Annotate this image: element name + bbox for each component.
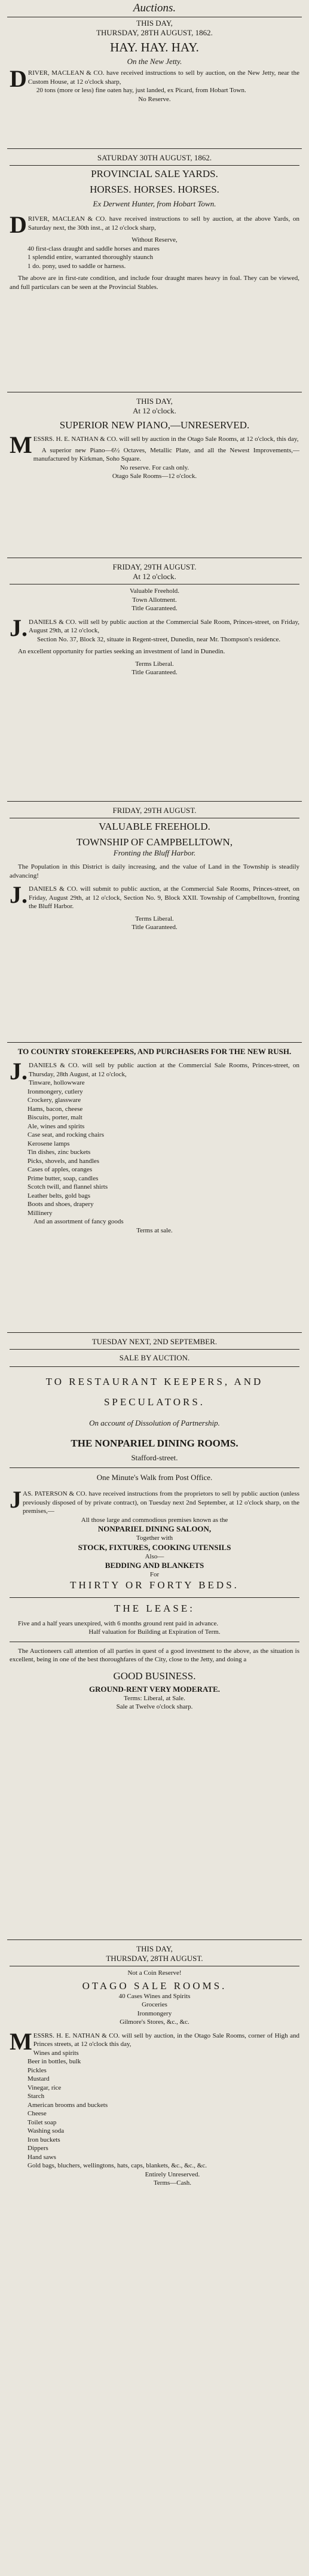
ad-hay	[7, 17, 302, 145]
list-item: Toilet soap	[27, 2118, 57, 2126]
ad-date: THIS DAY,	[136, 19, 173, 28]
ad-freehold-town	[7, 561, 302, 798]
ad-list	[10, 1079, 299, 1217]
ad-line: Also—	[145, 1552, 164, 1560]
ad-subtitle: Fronting the Bluff Harbor.	[113, 848, 196, 857]
ad-headline: OTAGO SALE ROOMS.	[82, 1980, 227, 1992]
list-item: Kerosene lamps	[27, 1140, 70, 1147]
ad-date-line: THURSDAY, 28TH AUGUST, 1862.	[96, 28, 213, 37]
ad-body: MESSRS. H. E. NATHAN & CO. will sell by auction, in the Otago Sale Rooms, corner of High and Princes streets, at 12 o'clock this day,	[10, 2027, 299, 2055]
ad-list	[10, 245, 299, 271]
ad-headline: SUPERIOR NEW PIANO,—UNRESERVED.	[59, 419, 250, 431]
ad-time: At 12 o'clock.	[133, 406, 176, 415]
ad-note: Without Reserve,	[131, 236, 178, 243]
ad-subtitle-3: One Minute's Walk from Post Office.	[96, 1473, 213, 1482]
ad-date: FRIDAY, 29TH AUGUST.	[112, 562, 197, 571]
ad-line: NONPARIEL DINING SALOON,	[97, 1524, 212, 1533]
ad-subtitle: On account of Dissolution of Partnership.	[89, 1418, 220, 1427]
list-item: Ironmongery, cutlery	[27, 1088, 83, 1095]
ad-headline: HAY. HAY. HAY.	[110, 40, 199, 54]
ad-storekeepers	[7, 1046, 302, 1329]
ad-date: SATURDAY 30TH AUGUST, 1862.	[97, 153, 212, 162]
ad-body-2: And an assortment of fancy goods	[33, 1218, 124, 1225]
ad-tail: GROUND-RENT VERY MODERATE.	[89, 1684, 220, 1694]
ad-line: Ironmongery	[137, 2009, 172, 2017]
list-item: Tinware, hollowware	[29, 1079, 85, 1086]
ad-terms: Terms Liberal.	[135, 660, 174, 668]
list-item: Tin dishes, zinc buckets	[27, 1149, 91, 1156]
ad-subtitle-2: Stafford-street.	[131, 1453, 178, 1462]
ad-body: The Population in this District is daily increasing, and the value of Land in the Township is steadily advancing!	[10, 863, 299, 879]
ad-note: Otago Sale Rooms—12 o'clock.	[112, 473, 197, 480]
list-item: Gold bags, bluchers, wellingtons, hats, caps, blankets, &c., &c., &c.	[27, 2162, 207, 2169]
list-item: Ale, wines and spirits	[27, 1122, 85, 1130]
ad-date: TUESDAY NEXT, 2ND SEPTEMBER.	[91, 1337, 218, 1346]
ad-date: FRIDAY, 29TH AUGUST.	[112, 806, 197, 815]
ad-body: MESSRS. H. E. NATHAN & CO. will sell by auction in the Otago Sale Rooms, at 12 o'clock, this day,	[10, 431, 299, 458]
ad-headline: SALE BY AUCTION.	[119, 1353, 190, 1362]
ad-headline: TO COUNTRY STOREKEEPERS, AND PURCHASERS FOR THE NEW RUSH.	[17, 1047, 292, 1056]
ad-headline-2: HORSES. HORSES. HORSES.	[90, 184, 219, 195]
list-item: Vinegar, rice	[27, 2084, 62, 2091]
ad-subtitle: Ex Derwent Hunter, from Hobart Town.	[93, 199, 216, 208]
ad-body-3: An excellent opportunity for parties seeking an investment of land in Dunedin.	[18, 648, 225, 655]
ad-tail: Terms—Cash.	[153, 2179, 192, 2187]
ad-line: STOCK, FIXTURES, COOKING UTENSILS	[78, 1542, 231, 1552]
ad-line: All those large and commodious premises known as the	[81, 1516, 228, 1524]
list-item: American brooms and buckets	[27, 2101, 108, 2109]
ad-line: Town Allotment.	[132, 596, 177, 604]
list-item: Case seat, and rocking chairs	[27, 1131, 104, 1138]
list-item: Mustard	[27, 2075, 50, 2082]
ad-body: J.DANIELS & CO. will sell by public auction at the Commercial Sale Room, Princes-street, on Friday, August 29th, at 12 o'clock,	[10, 614, 299, 641]
ad-headline-3: THE NONPARIEL DINING ROOMS.	[71, 1438, 238, 1449]
ad-tail: GOOD BUSINESS.	[113, 1670, 196, 1682]
list-item: 1 do. pony, used to saddle or harness.	[27, 262, 126, 270]
ad-headline-2: TOWNSHIP OF CAMPBELLTOWN,	[76, 836, 233, 848]
list-item: 40 first-class draught and saddle horses and mares	[27, 245, 160, 252]
ad-line: Title Guaranteed.	[131, 605, 178, 612]
ad-terms: Terms Liberal.	[135, 915, 174, 922]
list-item: Picks, shovels, and handles	[27, 1157, 100, 1165]
ad-subtitle: Not a Coin Reserve!	[127, 1969, 182, 1977]
ad-body: JAS. PATERSON & CO. have received instructions from the proprietors to sell by public auction (unless previously disposed of by private contract), on Tuesday next 2nd September, at 12 o'clock sharp, on the premises,—	[10, 1486, 299, 1515]
ad-terms: Terms at sale.	[136, 1226, 173, 1234]
divider	[10, 1597, 299, 1598]
ad-date: THIS DAY,	[136, 397, 173, 406]
list-item: Dippers	[27, 2145, 48, 2152]
ad-campbelltown	[7, 805, 302, 1039]
divider	[10, 165, 299, 166]
ad-piano	[7, 395, 302, 555]
divider	[7, 148, 302, 149]
ad-date: THIS DAY,	[136, 1944, 173, 1953]
ad-nonpariel	[7, 1336, 302, 1936]
list-item: Starch	[27, 2093, 45, 2100]
ad-body-2: The above are in first-rate condition, and include four draught mares heavy in foal. They can be viewed, and full particulars can be seen at the Provincial Stables.	[10, 275, 299, 291]
list-item: 1 splendid entire, warranted thoroughly staunch	[27, 254, 154, 261]
ad-body: DRIVER, MACLEAN & CO. have received instructions to sell by auction, at the above Yards, on Saturday next, the 30th inst., at 12 o'clock sharp,	[10, 211, 299, 238]
ad-list	[10, 2049, 299, 2170]
divider	[10, 1366, 299, 1367]
ad-line: BEDDING AND BLANKETS	[105, 1561, 204, 1570]
section-header: Auctions.	[7, 0, 302, 17]
ad-note: No Reserve.	[138, 95, 171, 103]
ad-headline: VALUABLE FREEHOLD.	[99, 821, 210, 832]
ad-line: Groceries	[142, 2001, 167, 2008]
list-item: Scotch twill, and flannel shirts	[27, 1183, 108, 1190]
divider	[7, 1332, 302, 1333]
ad-line: Gilmore's Stores, &c., &c.	[120, 2018, 189, 2026]
ad-horses	[7, 152, 302, 389]
list-item: Beer in bottles, bulk	[27, 2058, 81, 2065]
ad-line: Together with	[136, 1534, 173, 1542]
ad-headline-2: TO RESTAURANT KEEPERS, AND SPECULATORS.	[45, 1376, 264, 1408]
ad-subtitle: On the New Jetty.	[127, 57, 182, 66]
ad-body-2: J.DANIELS & CO. will submit to public auction, at the Commercial Sale Rooms, Princes-street, on Friday, August 29th, at 12 o'clock, Section No. 9, Block XXII. Township of Campbelltown, fronting the Bluff Harbor.	[10, 881, 299, 910]
list-item: Crockery, glassware	[27, 1097, 81, 1104]
ad-headline: PROVINCIAL SALE YARDS.	[91, 168, 218, 179]
ad-tail: Terms: Liberal, at Sale.	[124, 1694, 185, 1702]
ad-date-line: THURSDAY, 28TH AUGUST.	[106, 1954, 203, 1963]
ad-body: DRIVER, MACLEAN & CO. have received instructions to sell by auction, on the New Jetty, near the Custom House, at 12 o'clock sharp,	[10, 65, 299, 92]
divider	[10, 1467, 299, 1468]
ad-time: At 12 o'clock.	[133, 572, 176, 581]
divider	[7, 1939, 302, 1940]
list-item: Biscuits, porter, malt	[27, 1114, 82, 1121]
list-item: Hams, bacon, cheese	[27, 1105, 83, 1113]
divider	[7, 1042, 302, 1043]
ad-tail: Entirely Unreserved.	[145, 2170, 200, 2178]
list-item: Pickles	[27, 2066, 47, 2074]
list-item: Boots and shoes, drapery	[27, 1201, 94, 1208]
ad-body-4: The Auctioneers call attention of all parties in quest of a good investment to the above, as the situation is excellent, being in one of the best thoroughfares of the City, close to the Jetty, and doing a	[10, 1647, 299, 1663]
page-column	[6, 0, 303, 2280]
list-item: Cheese	[27, 2110, 47, 2117]
ad-terms: Title Guaranteed.	[131, 924, 178, 931]
ad-note: No reserve. For cash only.	[120, 464, 189, 471]
ad-body-2: A superior new Piano—6½ Octaves, Metallic Plate, and all the Newest Improvements,—manufactured by Kirkman, Soho Square.	[33, 446, 299, 462]
divider	[7, 801, 302, 802]
ad-line: 40 Cases Wines and Spirits	[118, 1992, 191, 2000]
ad-headline-4: THE LEASE:	[114, 1602, 195, 1614]
divider	[10, 1349, 299, 1350]
list-item: Hand saws	[27, 2153, 56, 2161]
list-item: Leather belts, gold bags	[27, 1192, 91, 1199]
ad-terms: Title Guaranteed.	[131, 669, 178, 676]
list-item: Prime butter, soap, candles	[27, 1174, 99, 1182]
ad-otago-sale-rooms	[7, 1943, 302, 2280]
ad-tail: Sale at Twelve o'clock sharp.	[116, 1703, 193, 1710]
ad-item: 20 tons (more or less) fine oaten hay, just landed, ex Picard, from Hobart Town.	[36, 87, 246, 94]
list-item: Millinery	[27, 1209, 53, 1217]
ad-body: J.DANIELS & CO. will sell by public auction at the Commercial Sale Rooms, Princes-street, on Thursday, 28th August, at 12 o'clock,	[10, 1058, 299, 1085]
list-item: Cases of apples, oranges	[27, 1166, 93, 1173]
ad-line: For	[149, 1571, 160, 1578]
ad-line: Valuable Freehold.	[129, 587, 180, 595]
list-item: Wines and spirits	[33, 2049, 79, 2057]
list-item: Iron buckets	[27, 2136, 60, 2143]
list-item: Washing soda	[27, 2127, 65, 2135]
ad-body-2: Five and a half years unexpired, with 6 months ground rent paid in advance.	[18, 1619, 219, 1627]
ad-line: THIRTY OR FORTY BEDS.	[70, 1579, 239, 1591]
ad-body-2: Section No. 37, Block 32, situate in Regent-street, Dunedin, near Mr. Thompson's residence.	[37, 635, 281, 643]
ad-body-3: Half valuation for Building at Expiration of Term.	[88, 1628, 221, 1636]
